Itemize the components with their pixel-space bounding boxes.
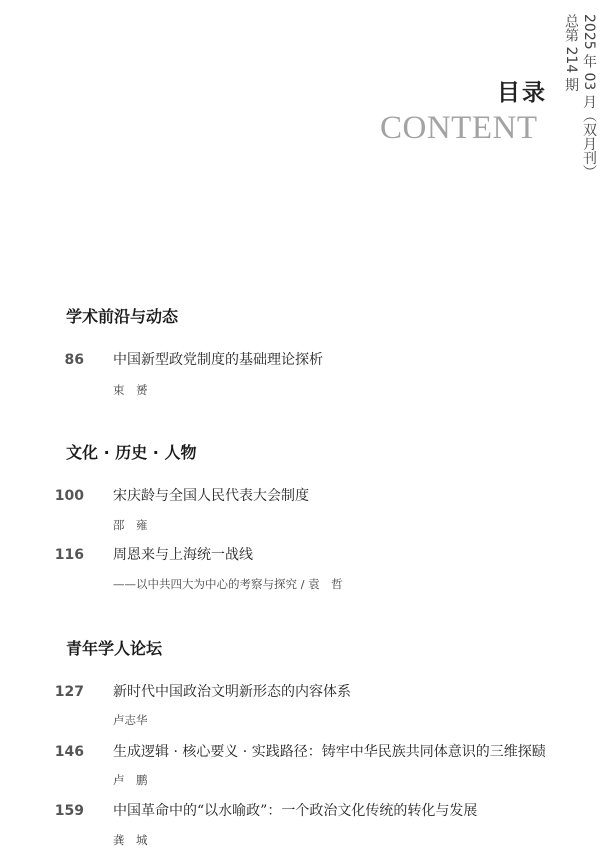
page-number: 127 (54, 684, 84, 700)
article-author: 龚 城 (113, 833, 148, 847)
section-title-young-scholars: 青年学人论坛 (66, 639, 163, 658)
article-title[interactable]: 周恩来与上海统一战线 (113, 547, 253, 563)
page-number: 86 (64, 352, 84, 368)
article-title[interactable]: 宋庆龄与全国人民代表大会制度 (113, 488, 309, 504)
issue-date: 2025 年 03 月（双月刊） (581, 14, 597, 179)
page-number: 159 (54, 803, 84, 819)
article-subtitle-author: ——以中共四大为中心的考察与探究 / 袁 哲 (113, 577, 343, 591)
article-author: 束 赟 (113, 383, 148, 397)
article-author: 卢 鹏 (113, 773, 148, 787)
page-title-en: CONTENT (380, 110, 538, 146)
article-author: 邵 雍 (113, 518, 148, 532)
issue-number: 总第 214 期 (563, 14, 579, 92)
page-number: 100 (54, 488, 84, 504)
article-title[interactable]: 生成逻辑 · 核心要义 · 实践路径：铸牢中华民族共同体意识的三维探赜 (113, 744, 546, 760)
page-title-cn: 目录 (497, 80, 547, 106)
article-title[interactable]: 中国新型政党制度的基础理论探析 (113, 352, 323, 368)
section-title-academic-frontier: 学术前沿与动态 (66, 307, 179, 326)
article-title[interactable]: 中国革命中的“以水喻政”：一个政治文化传统的转化与发展 (113, 803, 478, 819)
article-author: 卢志华 (113, 713, 148, 727)
page-number: 146 (54, 744, 84, 760)
section-title-culture-history: 文化 · 历史 · 人物 (66, 443, 197, 462)
article-title[interactable]: 新时代中国政治文明新形态的内容体系 (113, 684, 351, 700)
page-number: 116 (54, 547, 84, 563)
